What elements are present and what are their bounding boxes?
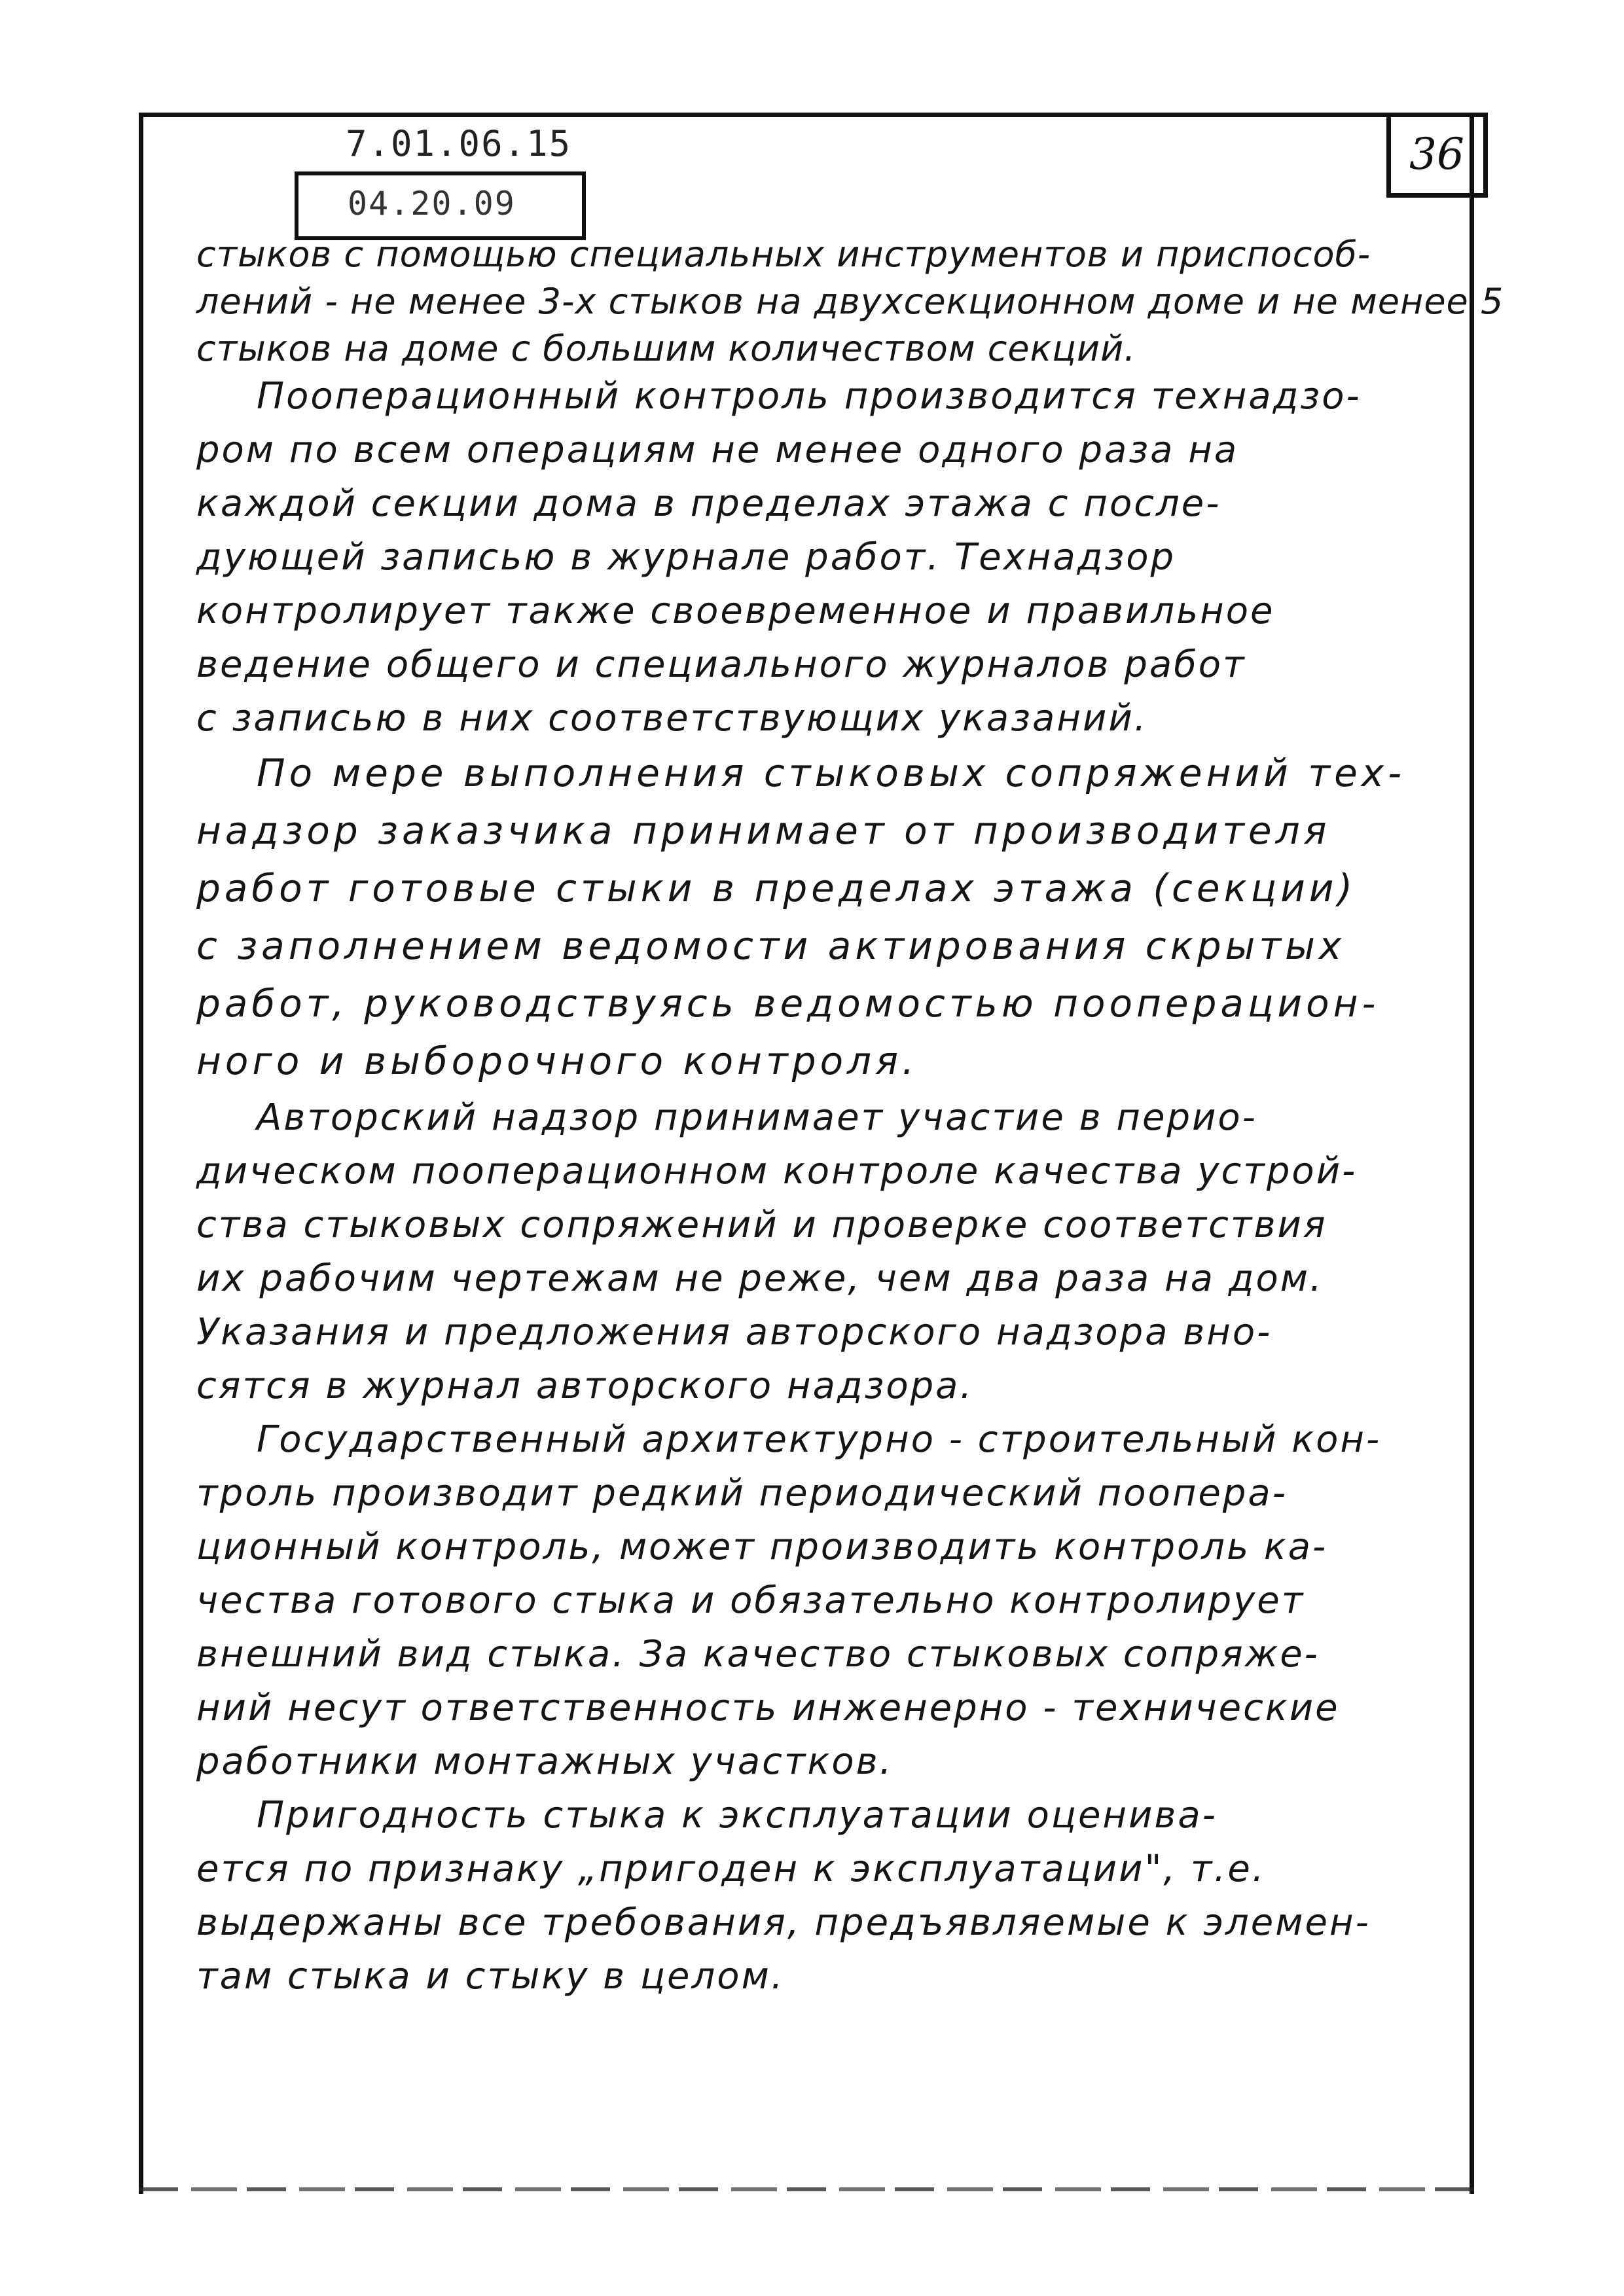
text-line: работ готовые стыки в пределах этажа (секции) xyxy=(196,866,1357,910)
text-line: Указания и предложения авторского надзора вно- xyxy=(196,1311,1272,1354)
document-code: 7.01.06.15 xyxy=(346,123,572,164)
text-line: ства стыковых сопряжений и проверке соответствия xyxy=(196,1204,1327,1246)
text-line: работ, руководствуясь ведомостью пооперацион- xyxy=(196,981,1380,1026)
text-line: выдержаны все требования, предъявляемые к элемен- xyxy=(196,1901,1371,1944)
page-number: 36 xyxy=(1409,129,1464,179)
text-line: лений - не менее 3-х стыков на двухсекционном доме и не менее 5 xyxy=(196,281,1504,322)
text-line: ний несут ответственность инженерно - технические xyxy=(196,1687,1340,1729)
text-line: сятся в журнал авторского надзора. xyxy=(196,1365,974,1407)
text-line: стыков с помощью специальных инструментов и приспособ- xyxy=(196,234,1371,275)
frame-bottom-edge xyxy=(139,2187,1474,2191)
paragraph-start-line: Пооперационный контроль производится технадзо- xyxy=(257,375,1362,418)
paragraph-start-line: Авторский надзор принимает участие в перио- xyxy=(257,1096,1257,1139)
text-line: ведение общего и специального журналов работ xyxy=(196,643,1246,686)
document-code-box xyxy=(295,171,586,240)
text-line: там стыка и стыку в целом. xyxy=(196,1955,785,1998)
text-line: каждой секции дома в пределах этажа с после- xyxy=(196,482,1221,525)
paragraph-start-line: По мере выполнения стыковых сопряжений тех- xyxy=(257,751,1406,795)
text-line: дическом пооперационном контроле качества устрой- xyxy=(196,1150,1358,1193)
text-line: работники монтажных участков. xyxy=(196,1740,893,1783)
handwritten-text-block xyxy=(196,234,1504,2012)
text-line: чества готового стыка и обязательно контролирует xyxy=(196,1579,1305,1622)
document-code-box-text: 04.20.09 xyxy=(348,185,516,223)
text-line: их рабочим чертежам не реже, чем два раза на дом. xyxy=(196,1257,1324,1300)
text-line: дующей записью в журнале работ. Технадзор xyxy=(196,536,1176,579)
text-line: ром по всем операциям не менее одного раза на xyxy=(196,429,1239,471)
text-line: троль производит редкий периодический поопера- xyxy=(196,1472,1288,1515)
text-line: контролирует также своевременное и правильное xyxy=(196,590,1275,632)
text-line: ционный контроль, может производить контроль ка- xyxy=(196,1526,1328,1568)
text-line: с заполнением ведомости актирования скрытых xyxy=(196,924,1346,968)
text-line: ется по признаку „пригоден к эксплуатации", т.е. xyxy=(196,1848,1266,1890)
text-line: внешний вид стыка. За качество стыковых сопряже- xyxy=(196,1633,1320,1676)
text-line: с записью в них соответствующих указаний. xyxy=(196,697,1148,740)
paragraph-start-line: Пригодность стыка к эксплуатации оценива- xyxy=(257,1794,1218,1837)
page-number-box xyxy=(1386,113,1488,198)
text-line: стыков на доме с большим количеством секций. xyxy=(196,328,1136,369)
paragraph-start-line: Государственный архитектурно - строительный кон- xyxy=(257,1418,1382,1461)
text-line: ного и выборочного контроля. xyxy=(196,1039,918,1083)
text-line: надзор заказчика принимает от производителя xyxy=(196,808,1331,853)
